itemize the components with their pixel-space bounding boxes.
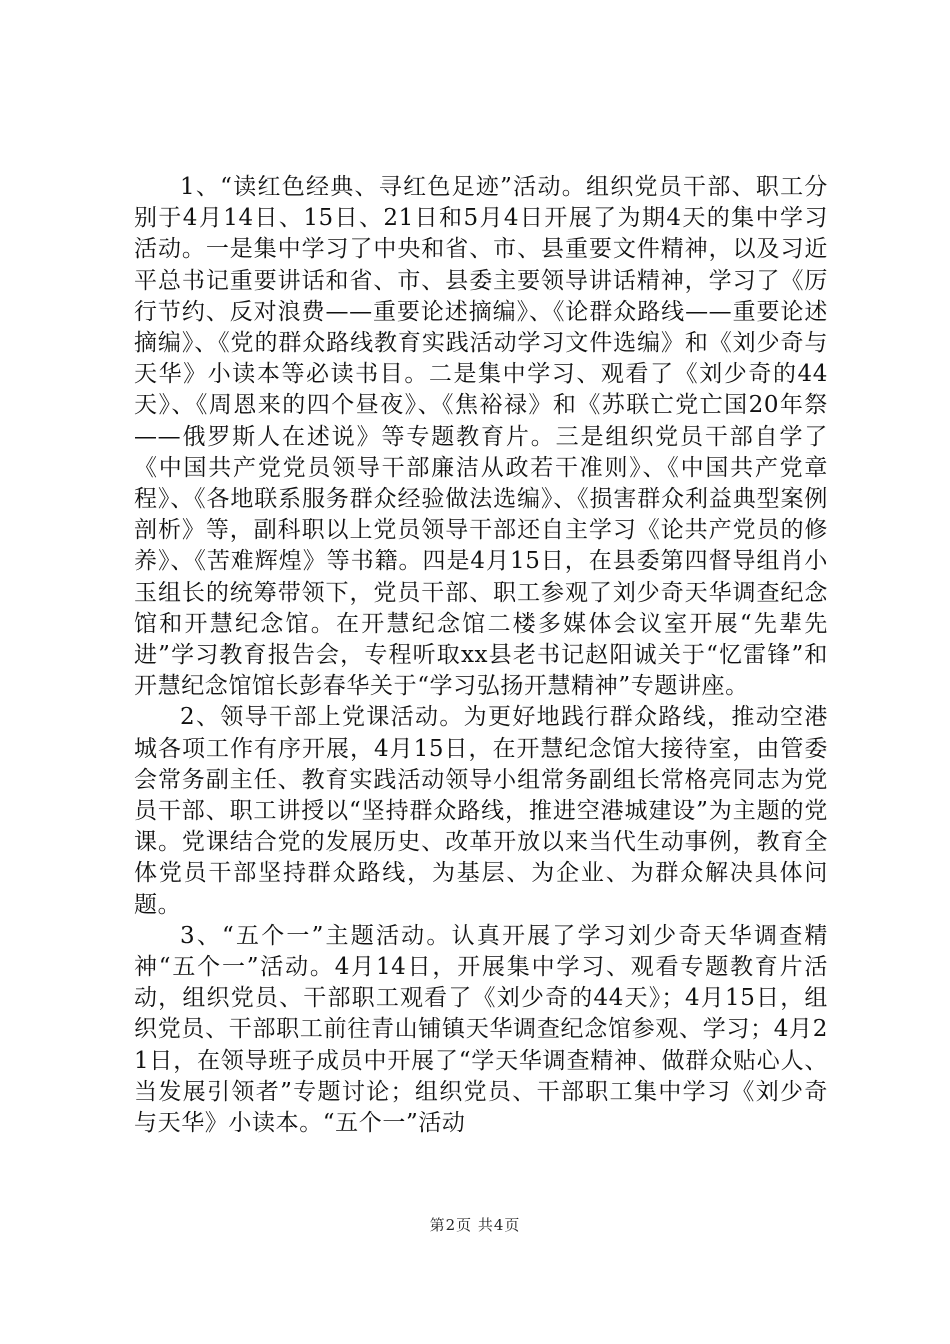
page-number-footer: 第2页 共4页 (429, 1216, 521, 1234)
document-body (134, 172, 828, 1139)
paragraph-five-ones-activity: 3、“五个一”主题活动。认真开展了学习刘少奇天华调查精神“五个一”活动。4月14日，开展集中学习、观看专题教育片活动，组织党员、干部职工观看了《刘少奇的44天》；4月15日，组织党员、干部职工前往青山铺镇天华调查纪念馆参观、学习；4月21日，在领导班子成员中开展了“学天华调查精神、做群众贴心人、当发展引领者”专题讨论；组织党员、干部职工集中学习《刘少奇与天华》小读本。“五个一”活动 (134, 922, 828, 1137)
paragraph-party-lecture: 2、领导干部上党课活动。为更好地践行群众路线，推动空港城各项工作有序开展，4月15日，在开慧纪念馆大接待室，由管委会常务副主任、教育实践活动领导小组常务副组长常格亮同志为党员干部、职工讲授以“坚持群众路线，推进空港城建设”为主题的党课。党课结合党的发展历史、改革开放以来当代生动事例，教育全体党员干部坚持群众路线，为基层、为企业、为群众解决具体问题。 (134, 704, 828, 918)
paragraph-reading-activity: 1、“读红色经典、寻红色足迹”活动。组织党员干部、职工分别于4月14日、15日、21日和5月4日开展了为期4天的集中学习活动。一是集中学习了中央和省、市、县重要文件精神，以及习近平总书记重要讲话和省、市、县委主要领导讲话精神，学习了《厉行节约、反对浪费——重要论述摘编》、《论群众路线——重要论述摘编》、《党的群众路线教育实践活动学习文件选编》和《刘少奇与天华》小读本等必读书目。二是集中学习、观看了《刘少奇的44天》、《周恩来的四个昼夜》、《焦裕禄》和《苏联亡党亡国20年祭——俄罗斯人在述说》等专题教育片。三是组织党员干部自学了《中国共产党党员领导干部廉洁从政若干准则》、《中国共产党章程》、《各地联系服务群众经验做法选编》、《损害群众利益典型案例剖析》等，副科职以上党员领导干部还自主学习《论共产党员的修养》、《苦难辉煌》等书籍。四是4月15日，在县委第四督导组肖小玉组长的统筹带领下，党员干部、职工参观了刘少奇天华调查纪念馆和开慧纪念馆。在开慧纪念馆二楼多媒体会议室开展“先辈先进”学习教育报告会，专程听取xx县老书记赵阳诚关于“忆雷锋”和开慧纪念馆馆长彭春华关于“学习弘扬开慧精神”专题讲座。 (134, 174, 828, 700)
